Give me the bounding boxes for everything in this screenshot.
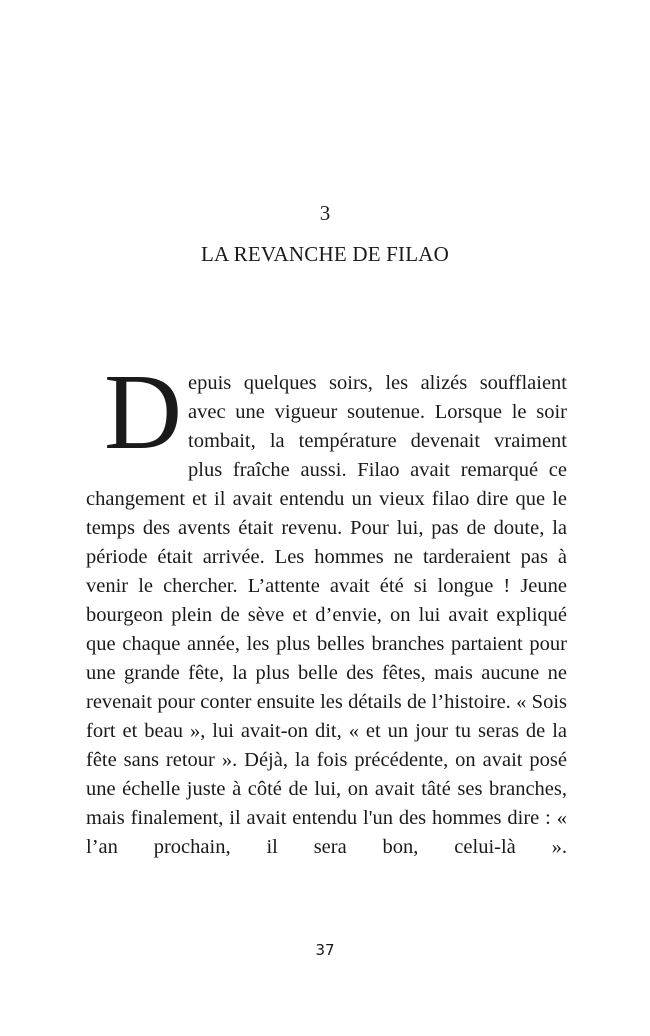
drop-cap: D (104, 353, 182, 472)
chapter-number: 3 (319, 201, 331, 225)
page-number: 37 (315, 941, 335, 959)
paragraph-text: epuis quelques soirs, les alizés soufflaient avec une vigueur soutenue. Lorsque le soir tombait, la température devenait vraiment plus fraîche aussi. Filao avait remarqué ce changement et il avait entendu un vieux filao dire que le temps des avents était revenu. Pour lui, pas de doute, la période était arrivée. Les hommes ne tarderaient pas à venir le chercher. L’attente avait été si longue ! Jeune bourgeon plein de sève et d’envie, on lui avait expliqué que chaque année, les plus belles branches partaient pour une grande fête, la plus belle des fêtes, mais aucune ne revenait pour conter ensuite les détails de l’histoire. « Sois fort et beau », lui avait-on dit, « et un jour tu seras de la fête sans retour ». Déjà, la fois précédente, on avait posé une échelle juste à côté de lui, on avait tâté ses branches, mais finalement, il avait entendu l'un des hommes dire : « l’an prochain, il sera bon, celui-là ». (86, 372, 567, 858)
body-paragraph (86, 353, 567, 862)
chapter-title: LA REVANCHE DE FILAO (200, 242, 450, 266)
